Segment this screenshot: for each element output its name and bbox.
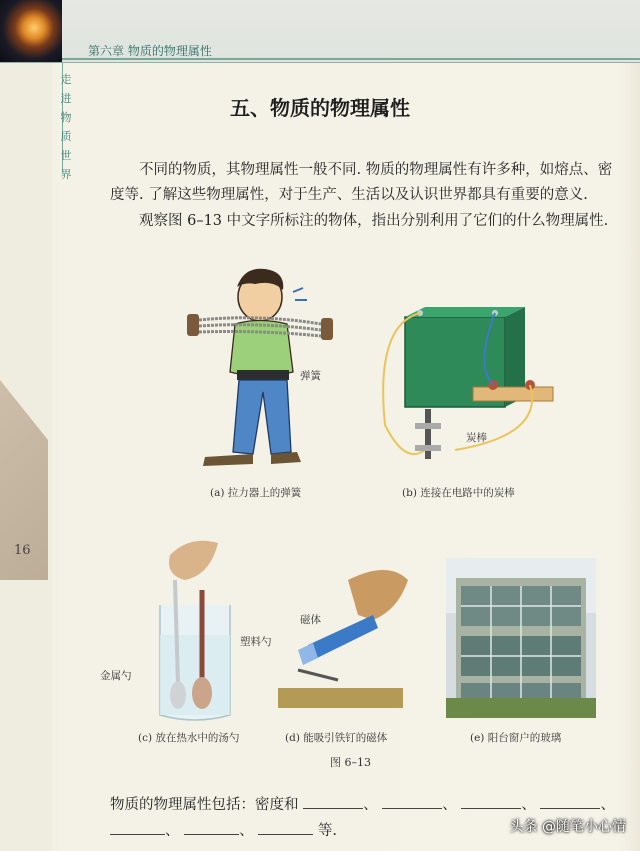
blank-4[interactable] xyxy=(540,794,600,809)
figure-e-photo xyxy=(446,558,596,718)
blank-1[interactable] xyxy=(303,794,363,809)
figure-b-illustration xyxy=(365,305,565,475)
magnet-label: 磁体 xyxy=(300,614,321,626)
metal-spoon-label: 金属勺 xyxy=(100,670,132,682)
intro-paragraph: 不同的物质，其物理属性一般不同. 物质的物理属性有许多种，如熔点、密度等. 了解这些物理属性，对于生产、生活以及认识世界都具有重要的意义. xyxy=(110,162,613,203)
figure-d-illustration xyxy=(278,560,413,715)
blank-2[interactable] xyxy=(382,794,442,809)
nebula-image xyxy=(0,0,62,62)
blank-6[interactable] xyxy=(184,820,239,835)
figure-number: 图 6–13 xyxy=(330,756,371,769)
watermark: 头条 @随笔小心情 xyxy=(509,819,626,835)
fill-in-line-2: 、 、 等. xyxy=(110,818,630,844)
vertical-chapter-title: 走进物质世界 xyxy=(60,73,72,181)
page-number: 16 xyxy=(14,543,31,558)
caption-a: (a) 拉力器上的弹簧 xyxy=(210,487,302,499)
plastic-spoon-label: 塑料勺 xyxy=(240,636,272,648)
blank-3[interactable] xyxy=(461,794,521,809)
question-paragraph: 观察图 6–13 中文字所标注的物体，指出分别利用了它们的什么物理属性. xyxy=(139,213,609,229)
fill-in-prefix: 物质的物理属性包括：密度和 xyxy=(110,797,299,813)
spring-label: 弹簧 xyxy=(300,370,321,382)
caption-b: (b) 连接在电路中的炭棒 xyxy=(402,487,515,499)
blank-7[interactable] xyxy=(258,820,313,835)
blank-5[interactable] xyxy=(110,820,165,835)
chapter-label: 第六章 物质的物理属性 xyxy=(88,44,212,58)
fill-in-suffix: 等. xyxy=(317,823,337,839)
section-title: 五、物质的物理属性 xyxy=(230,96,410,120)
caption-c: (c) 放在热水中的汤勺 xyxy=(138,732,240,744)
carbon-rod-label: 炭棒 xyxy=(466,432,487,444)
caption-d: (d) 能吸引铁钉的磁体 xyxy=(285,732,388,744)
caption-e: (e) 阳台窗户的玻璃 xyxy=(470,732,562,744)
fill-in-line-1: 物质的物理属性包括：密度和 、 、 、 、 xyxy=(110,792,630,818)
figure-c-illustration xyxy=(140,535,245,725)
